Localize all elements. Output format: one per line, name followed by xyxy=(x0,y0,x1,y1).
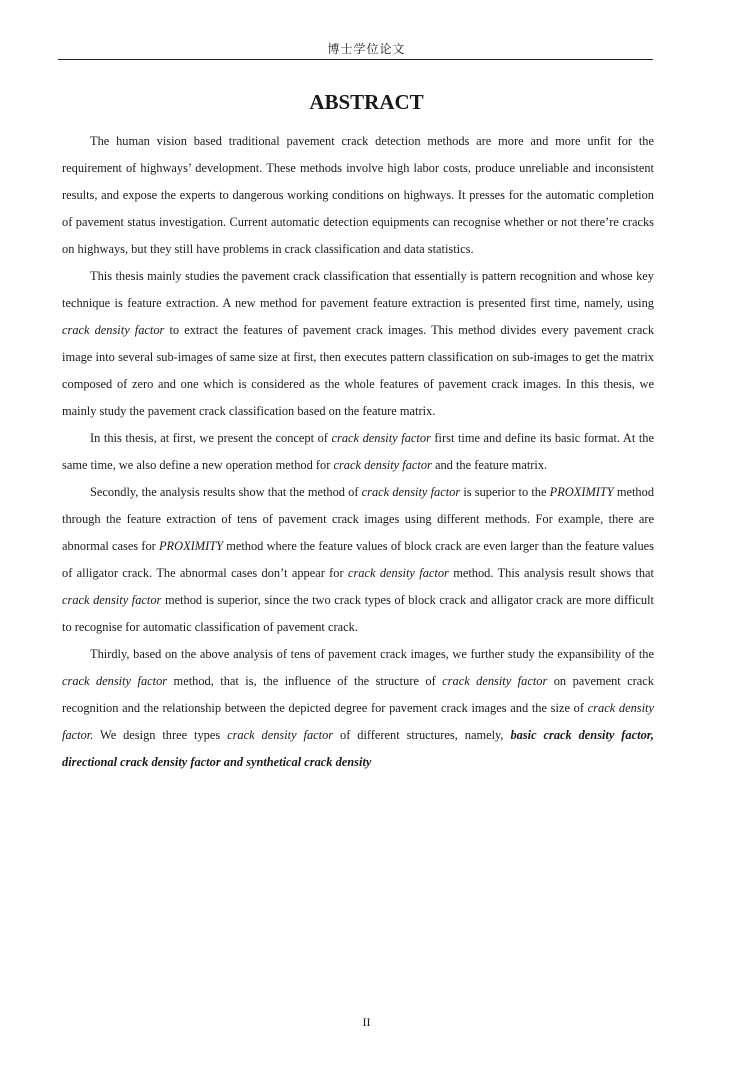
italic-term: crack density factor xyxy=(62,674,168,688)
italic-term: crack density factor xyxy=(361,485,461,499)
text-run: method, that is, the influence of the structure of xyxy=(167,674,443,688)
italic-term: crack density factor xyxy=(442,674,548,688)
text-run: Thirdly, based on the above analysis of tens of pavement crack images, we further study the expansibility of the xyxy=(90,647,654,661)
page-number: II xyxy=(362,1015,371,1029)
abstract-title: ABSTRACT xyxy=(309,90,424,114)
text-run: method. This analysis result shows that xyxy=(448,566,654,580)
text-run: first time and define its basic format. At the same time, we also define a new operation method for xyxy=(62,431,654,472)
italic-term: PROXIMITY xyxy=(549,485,614,499)
italic-term: PROXIMITY xyxy=(158,539,223,553)
abstract-paragraph xyxy=(62,641,654,776)
text-run: In this thesis, at first, we present the concept of xyxy=(90,431,332,445)
abstract-paragraph xyxy=(62,479,654,641)
text-run: The human vision based traditional pavement crack detection methods are more and more unfit for the requirement of highways’ development. These methods involve high labor costs, produce unreliable and inconsistent results, and expose the experts to dangerous working conditions on highways. It presses for the automatic completion of pavement status investigation. Current automatic detection equipments can recognise whether or not there’re cracks on highways, but they still have problems in crack classification and data statistics. xyxy=(62,134,654,256)
text-run: is superior to the xyxy=(460,485,550,499)
text-run: method where the feature values of block crack are even larger than the feature values of alligator crack. The abnormal cases don’t appear for xyxy=(62,539,654,580)
text-run: and the feature matrix. xyxy=(431,458,548,472)
italic-term: crack density factor xyxy=(227,728,334,742)
running-header: 博士学位论文 xyxy=(327,42,406,56)
italic-term: crack density factor xyxy=(333,458,432,472)
text-run: This thesis mainly studies the pavement crack classification that essentially is pattern recognition and whose key technique is feature extraction. A new method for pavement feature extraction is presented first time, namely, using xyxy=(62,269,654,310)
bold-italic-term: basic crack density factor, directional crack density factor and synthetical crack density xyxy=(62,728,655,769)
abstract-paragraph xyxy=(62,263,654,425)
text-run: of different structures, namely, xyxy=(333,728,511,742)
italic-term: crack density factor xyxy=(62,593,162,607)
text-run: We design three types xyxy=(93,728,228,742)
italic-term: crack density factor xyxy=(331,431,431,445)
text-run: on pavement crack recognition and the relationship between the depicted degree for pavement crack images and the size of xyxy=(62,674,655,715)
header-rule xyxy=(58,59,653,60)
text-run: method is superior, since the two crack types of block crack and alligator crack are more difficult to recognise for automatic classification of pavement crack. xyxy=(62,593,654,634)
italic-term: crack density factor xyxy=(62,323,165,337)
text-run: Secondly, the analysis results show that the method of xyxy=(90,485,362,499)
italic-term: crack density factor xyxy=(347,566,449,580)
abstract-paragraph xyxy=(62,425,654,479)
text-run: to extract the features of pavement crack images. This method divides every pavement crack image into several sub-images of same size at first, then executes pattern classification on sub-images to get the matrix composed of zero and one which is considered as the whole features of pavement crack images. In this thesis, we mainly study the pavement crack classification based on the feature matrix. xyxy=(62,323,655,418)
abstract-body xyxy=(62,128,654,776)
italic-term: crack density factor. xyxy=(62,701,654,742)
abstract-paragraph xyxy=(62,128,654,263)
text-run: method through the feature extraction of tens of pavement crack images using different methods. For example, there are abnormal cases for xyxy=(62,485,655,553)
